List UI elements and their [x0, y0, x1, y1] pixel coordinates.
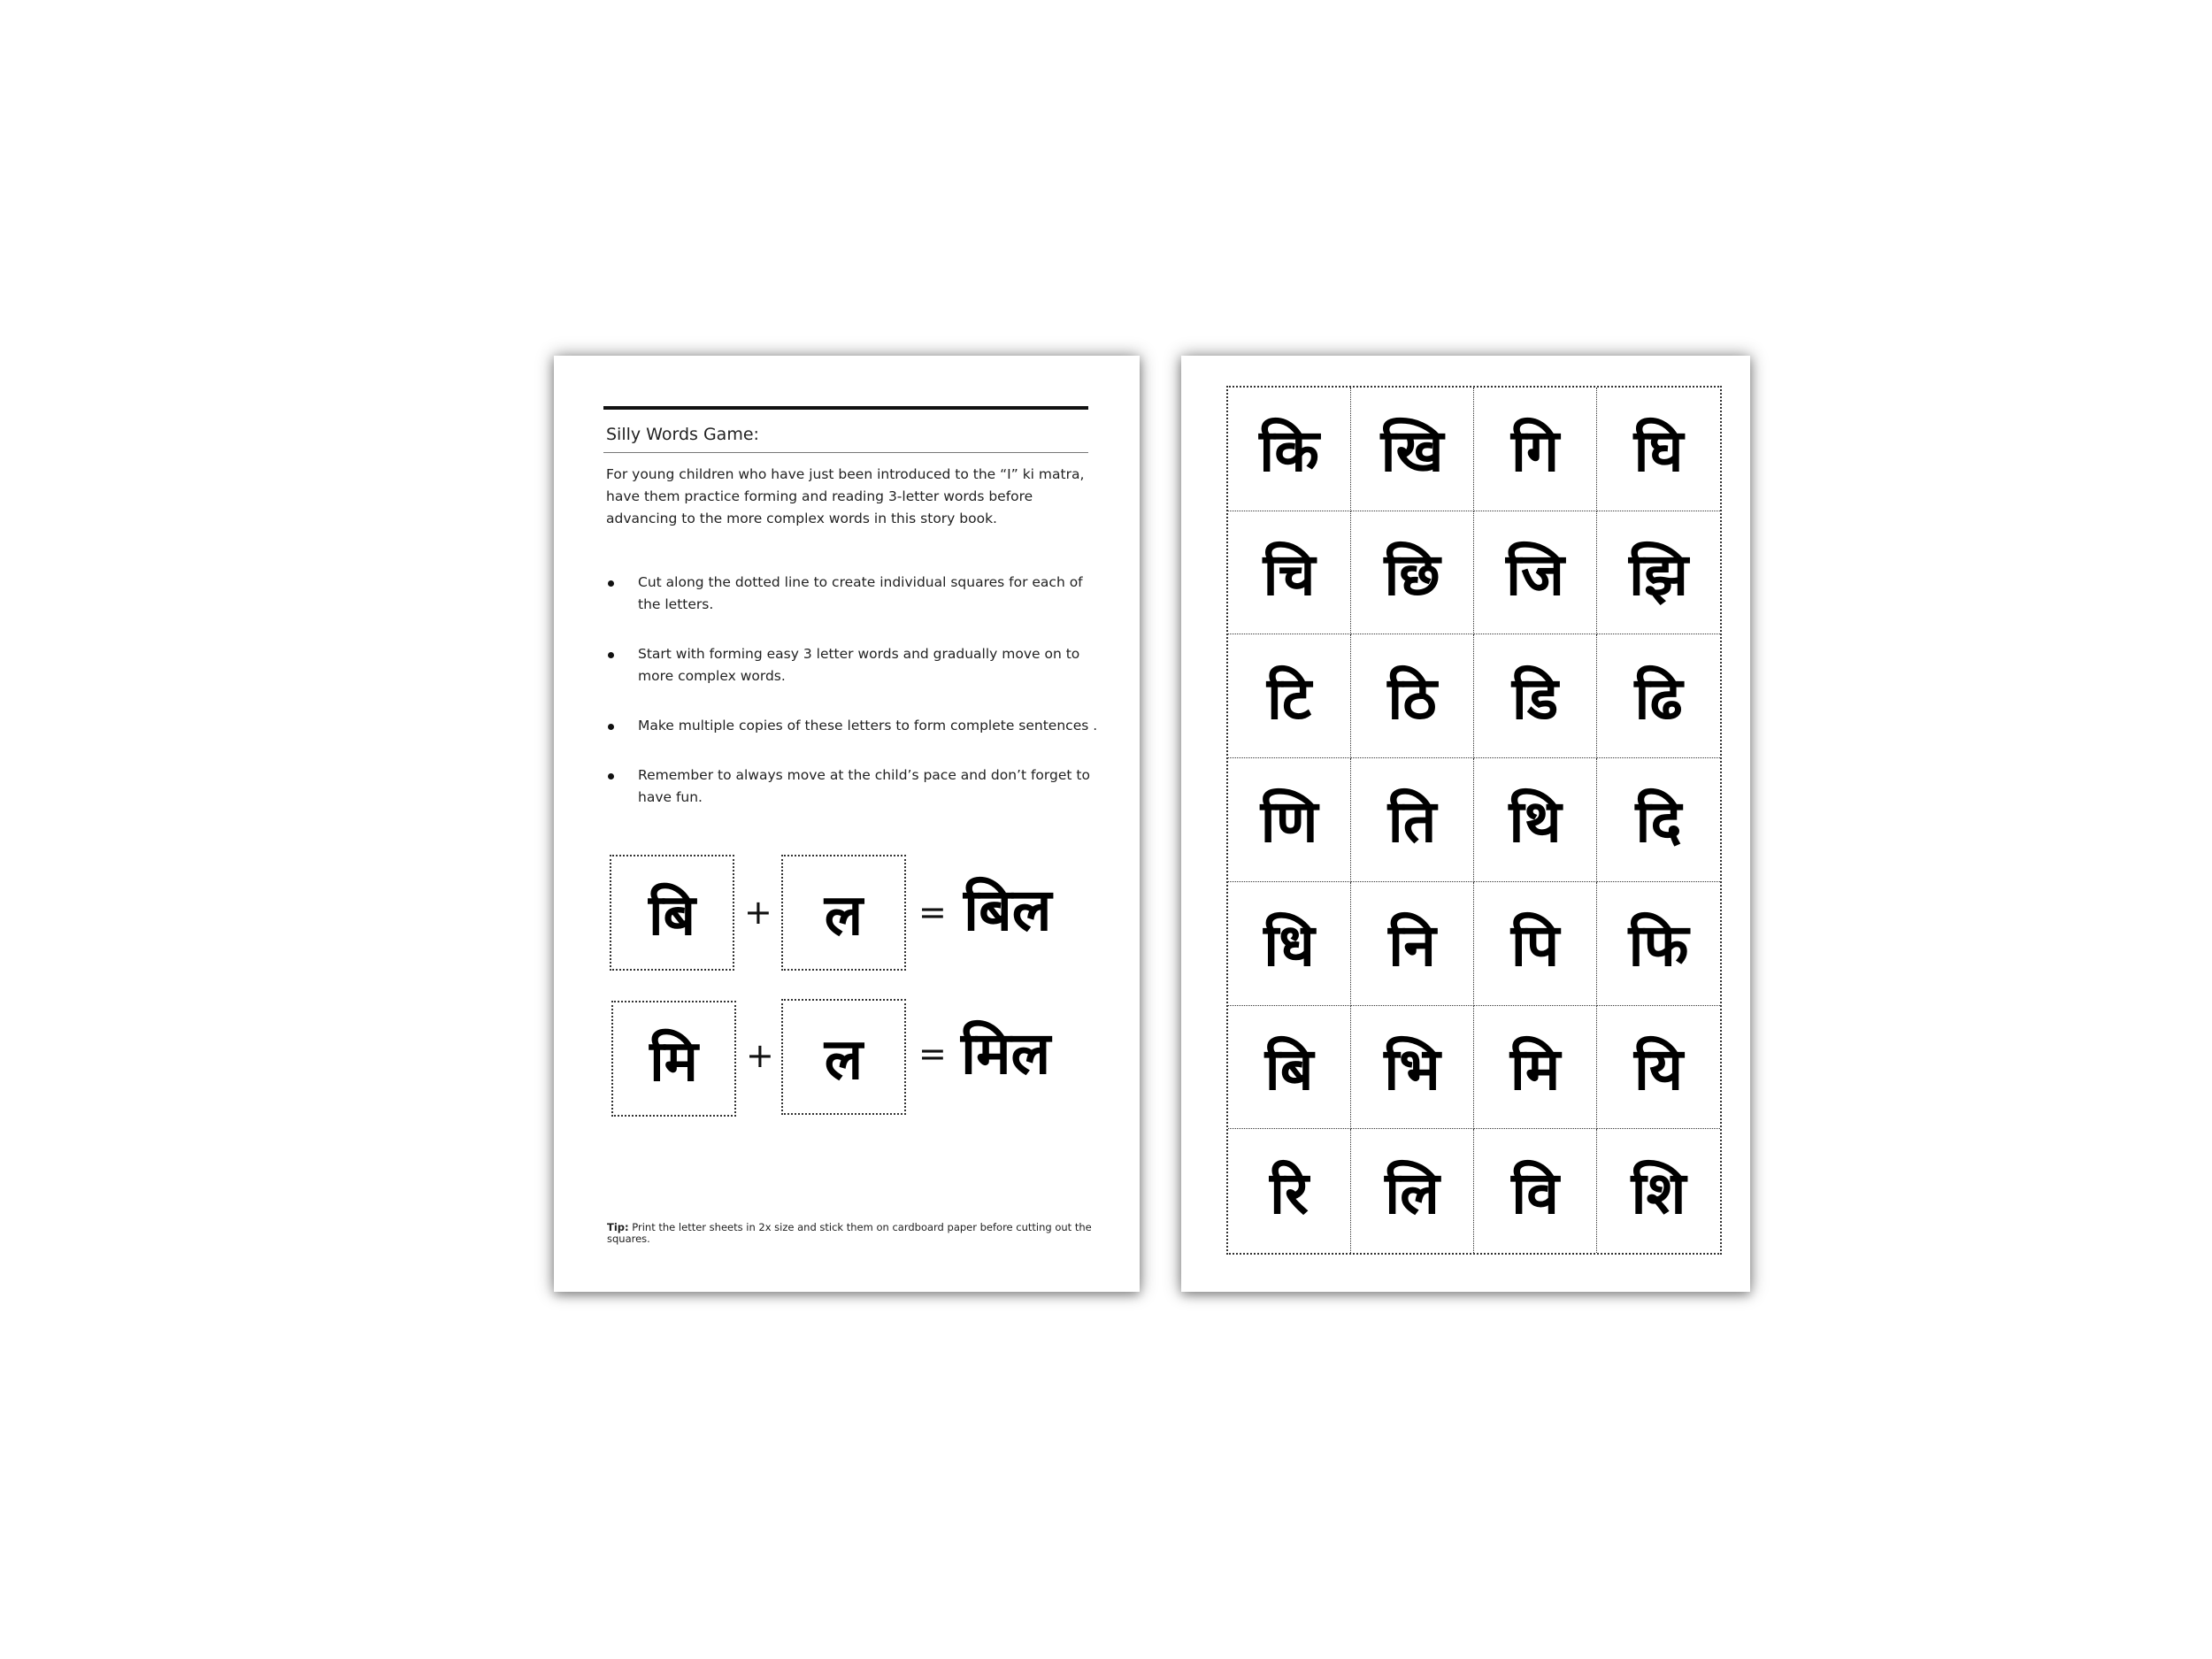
instructions-page [554, 356, 1140, 1292]
letter-card: रि [1228, 1129, 1351, 1253]
letter-card: झि [1597, 511, 1720, 635]
letter-card: खि [1351, 388, 1474, 511]
example-letter-card: बि [610, 855, 734, 971]
plus-sign: + [744, 893, 772, 932]
letter-card: ठि [1351, 634, 1474, 758]
letter-card: नि [1351, 882, 1474, 1006]
instruction-item [606, 572, 1102, 616]
letter-card: चि [1228, 511, 1351, 635]
letter-card: फि [1597, 882, 1720, 1006]
tip-note [607, 1222, 1102, 1245]
letter-card: ति [1351, 758, 1474, 882]
letter-card: शि [1631, 1159, 1686, 1228]
tip-text: Print the letter sheets in 2x size and stick them on cardboard paper before cutting out the squares. [607, 1221, 1092, 1245]
letter-card: पि [1474, 882, 1597, 1006]
header-rule [603, 406, 1088, 410]
instruction-text: Cut along the dotted line to create individual squares for each of the letters. [638, 574, 1083, 612]
letter-card: गि [1474, 388, 1597, 511]
instruction-text: Remember to always move at the child’s pace and don’t forget to have fun. [638, 767, 1090, 805]
letter-card: बि [1228, 1006, 1351, 1130]
instruction-item [606, 764, 1102, 809]
bullet-icon [608, 580, 614, 587]
bullet-icon [608, 773, 614, 780]
letter-card: ढि [1597, 634, 1720, 758]
letter-card: दि [1597, 758, 1720, 882]
letter-card: भि [1351, 1006, 1474, 1130]
instruction-text: Start with forming easy 3 letter words and gradually move on to more complex words. [638, 646, 1080, 684]
page-title: Silly Words Game: [606, 425, 759, 444]
letter-card: यि [1597, 1006, 1720, 1130]
equals-sign: = [918, 893, 947, 932]
letter-card: लि [1351, 1129, 1474, 1253]
intro-paragraph: For young children who have just been introduced to the “I” ki matra, have them practice forming and reading 3-letter words before advancing to the more complex words in this story book. [606, 466, 1085, 526]
instruction-text: Make multiple copies of these letters to form complete sentences . [638, 718, 1098, 733]
letter-card: जि [1474, 511, 1597, 635]
example-result-word: बिल [964, 876, 1052, 944]
equals-sign: = [918, 1034, 947, 1073]
instruction-item [606, 643, 1102, 687]
letter-card: थि [1474, 758, 1597, 882]
letter-cards-page [1181, 356, 1750, 1292]
plus-sign: + [746, 1036, 774, 1075]
letter-card: घि [1597, 388, 1720, 511]
example-result-word: मिल [961, 1019, 1051, 1087]
instruction-list [606, 572, 1102, 836]
bullet-icon [608, 724, 614, 730]
example-letter-card: मि [611, 1001, 736, 1117]
letter-card: डि [1474, 634, 1597, 758]
letter-card: धि [1228, 882, 1351, 1006]
letter-card-grid [1226, 386, 1722, 1255]
letter-card: वि [1474, 1129, 1597, 1253]
letter-card: छि [1351, 511, 1474, 635]
tip-label: Tip: [607, 1221, 629, 1233]
example-letter-card: ल [781, 855, 906, 971]
letter-card: कि [1228, 388, 1351, 511]
letter-card: मि [1474, 1006, 1597, 1130]
example-letter-card: ल [781, 999, 906, 1115]
letter-card: टि [1228, 634, 1351, 758]
bullet-icon [608, 652, 614, 658]
title-underline [603, 452, 1088, 453]
letter-card: णि [1228, 758, 1351, 882]
instruction-item [606, 715, 1102, 737]
